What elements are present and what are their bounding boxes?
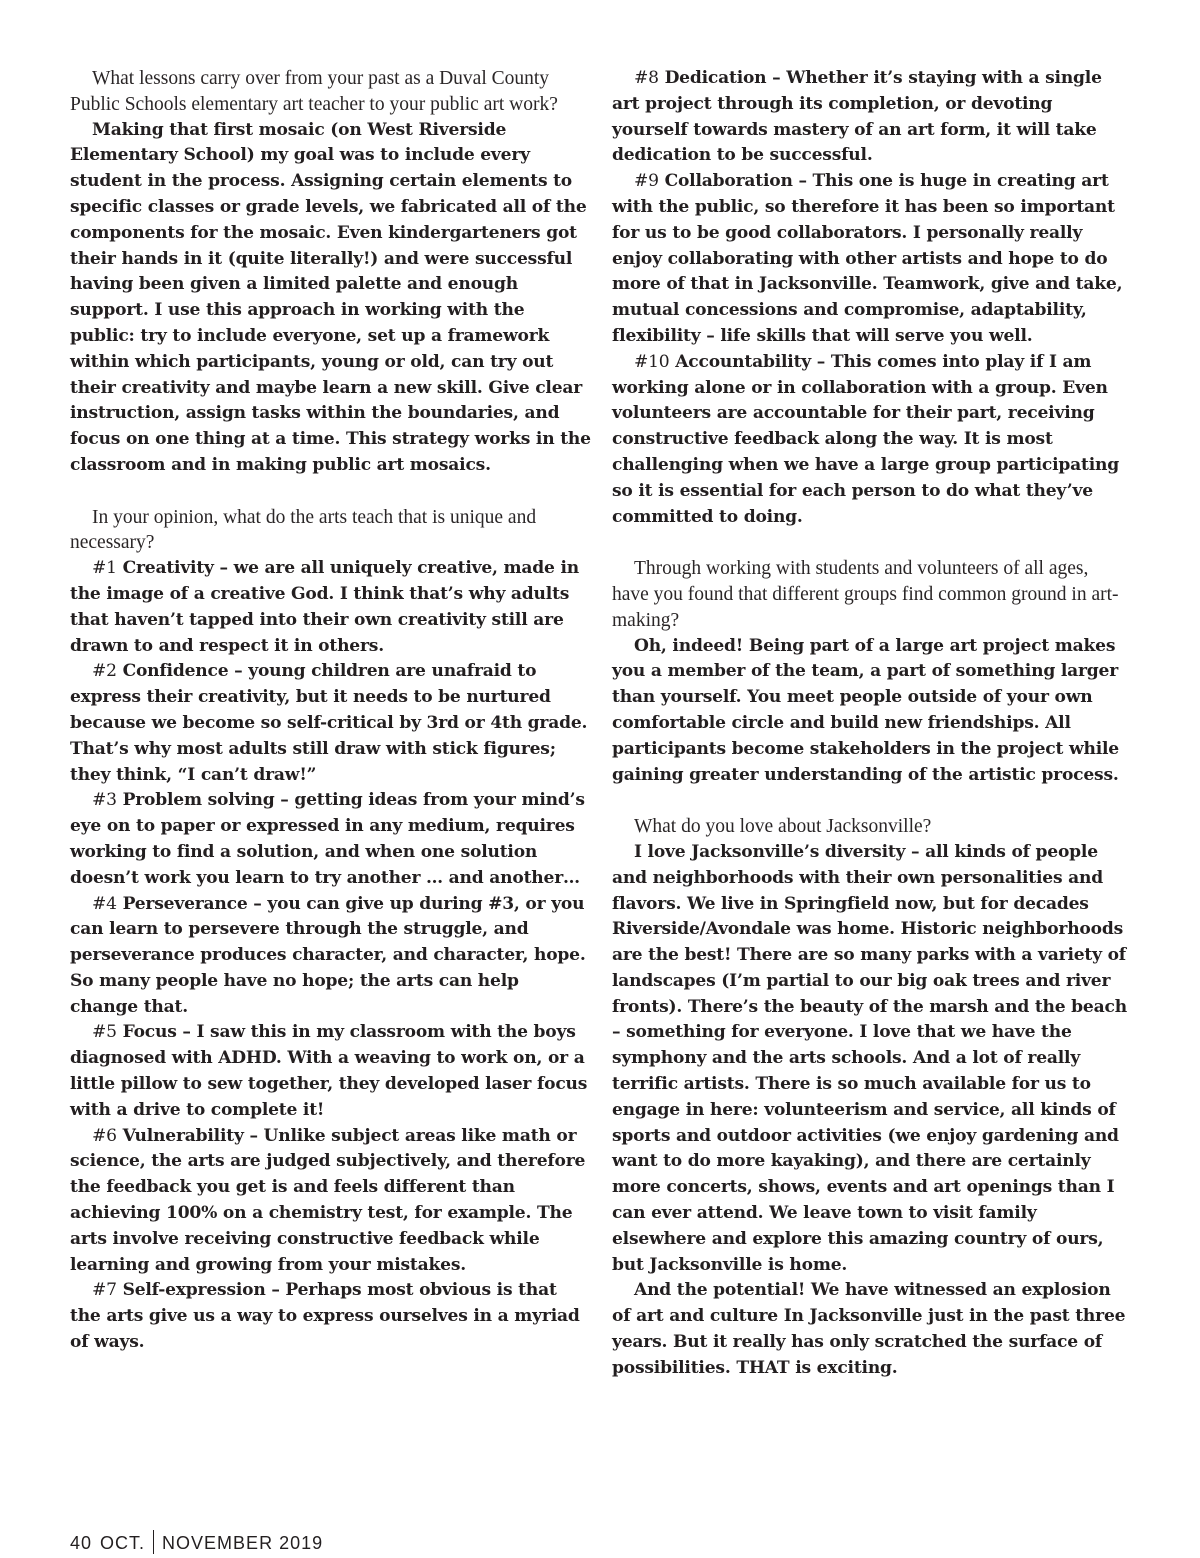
right-column bbox=[612, 66, 1128, 1382]
item-number: #10 bbox=[634, 351, 670, 372]
list-item-dedication bbox=[612, 66, 1128, 169]
item-text: Dedication – Whether it’s staying with a single art project through its completion, or devoting yourself towards mastery of an art form, it will take dedication to be successful. bbox=[612, 68, 1102, 166]
paragraph-gap bbox=[612, 788, 1128, 814]
item-text: Confidence – young children are unafraid to express their creativity, but it needs to be nurtured because we become so self-critical by 3rd or 4th grade. That’s why most adults still draw with stick figures; they think, “I can’t draw!” bbox=[70, 661, 588, 785]
answer-common-ground: Oh, indeed! Being part of a large art project makes you a member of the team, a part of something larger than yourself. You meet people outside of your own comfortable circle and build new friendships. All participants become stakeholders in the project while gaining greater understanding of the artistic process. bbox=[612, 635, 1119, 785]
answer-art-teacher: Making that first mosaic (on West Riverside Elementary School) my goal was to include every student in the process. Assigning certain elements to specific classes or grade levels, we fabricated all of the components for the mosaic. Even kindergarteners got their hands in it (quite literally!) and were successful having been given a limited palette and enough support. I use this approach in working with the public: try to include everyone, set up a framework within which participants, young or old, can try out their creativity and maybe learn a new skill. Give clear instruction, assign tasks within the boundaries, and focus on one thing at a time. This strategy works in the classroom and in making public art mosaics. bbox=[70, 119, 591, 475]
list-item-accountability bbox=[612, 350, 1128, 531]
list-item-self-expression bbox=[70, 1278, 592, 1355]
list-item-creativity bbox=[70, 556, 592, 659]
issue-month-right: NOVEMBER 2019 bbox=[162, 1533, 324, 1553]
answer-jacksonville: I love Jacksonville’s diversity – all kinds of people and neighborhoods with their own personalities and flavors. We live in Springfield now, but for decades Riverside/Avondale was home. Historic neighborhoods are the best! There are so many parks with a variety of landscapes (I’m partial to our big oak trees and river fronts). There’s the beauty of the marsh and the beach – something for everyone. I love that we have the symphony and the arts schools. And a lot of really terrific artists. There is so much available for us to engage in here: volunteerism and service, all kinds of sports and outdoor activities (we enjoy gardening and want to do more kayaking), and there are certainly more concerts, shows, events and art openings than I can ever attend. We leave town to visit family elsewhere and explore this amazing country of ours, but Jacksonville is home. bbox=[612, 841, 1127, 1275]
item-text: Self-expression – Perhaps most obvious is that the arts give us a way to express ourselves in a myriad of ways. bbox=[70, 1280, 580, 1353]
item-number: #1 bbox=[92, 558, 117, 579]
footer-divider bbox=[153, 1530, 154, 1554]
item-number: #8 bbox=[634, 68, 659, 88]
list-item-confidence bbox=[70, 659, 592, 788]
page-number: 40 bbox=[70, 1533, 93, 1553]
issue-month-left: OCT. bbox=[100, 1533, 146, 1553]
answer-potential: And the potential! We have witnessed an explosion of art and culture In Jacksonville just in the past three years. But it really has only scratched the surface of possibilities. THAT is exciting. bbox=[612, 1280, 1126, 1378]
question-common-ground: Through working with students and volunteers of all ages, have you found that different groups find common ground in art-making? bbox=[612, 558, 1119, 631]
left-column bbox=[70, 66, 592, 1356]
item-number: #4 bbox=[92, 893, 117, 914]
item-number: #6 bbox=[92, 1125, 117, 1146]
item-number: #7 bbox=[92, 1280, 117, 1301]
item-number: #5 bbox=[92, 1022, 117, 1043]
item-text: Problem solving – getting ideas from your mind’s eye on to paper or expressed in any medium, requires working to find a solution, and when one solution doesn’t work you learn to try another … and another… bbox=[70, 790, 585, 888]
question-arts-teach: In your opinion, what do the arts teach that is unique and necessary? bbox=[70, 506, 537, 554]
item-number: #3 bbox=[92, 790, 117, 811]
item-text: Perseverance – you can give up during #3, or you can learn to persevere through the struggle, and perseverance produces character, and character, hope. So many people have no hope; the arts can help change that. bbox=[70, 893, 586, 1017]
list-item-collaboration bbox=[612, 169, 1128, 350]
question-art-teacher: What lessons carry over from your past as a Duval County Public Schools elementary art teacher to your public art work? bbox=[70, 68, 558, 115]
item-text: Focus – I saw this in my classroom with the boys diagnosed with ADHD. With a weaving to work on, or a little pillow to sew together, they developed laser focus with a drive to complete it! bbox=[70, 1022, 588, 1120]
item-number: #2 bbox=[92, 661, 117, 682]
list-item-problem-solving bbox=[70, 788, 592, 891]
item-text: Accountability – This comes into play if I am working alone or in collaboration with a group. Even volunteers are accountable for their part, receiving constructive feedback along the way. It is most challenging when we have a large group participating so it is essential for each person to do what they’ve committed to doing. bbox=[612, 351, 1119, 527]
paragraph-gap bbox=[70, 479, 592, 505]
item-number: #9 bbox=[634, 171, 659, 192]
list-item-perseverance bbox=[70, 892, 592, 1021]
question-jacksonville: What do you love about Jacksonville? bbox=[634, 816, 932, 838]
item-text: Creativity – we are all uniquely creative, made in the image of a creative God. I think that’s why adults that haven’t tapped into their own creativity still are drawn to and respect it in others. bbox=[70, 558, 579, 656]
page-footer bbox=[70, 1530, 323, 1554]
item-text: Collaboration – This one is huge in creating art with the public, so therefore it has been so important for us to be good collaborators. I personally really enjoy collaborating with other artists and hope to do more of that in Jacksonville. Teamwork, give and take, mutual concessions and compromise, adaptability, flexibility – life skills that will serve you well. bbox=[612, 171, 1123, 346]
item-text: Vulnerability – Unlike subject areas like math or science, the arts are judged subjectively, and therefore the feedback you get is and feels different than achieving 100% on a chemistry test, for example. The arts involve receiving constructive feedback while learning and growing from your mistakes. bbox=[70, 1125, 586, 1275]
paragraph-gap bbox=[612, 530, 1128, 556]
list-item-focus bbox=[70, 1020, 592, 1123]
list-item-vulnerability bbox=[70, 1124, 592, 1279]
